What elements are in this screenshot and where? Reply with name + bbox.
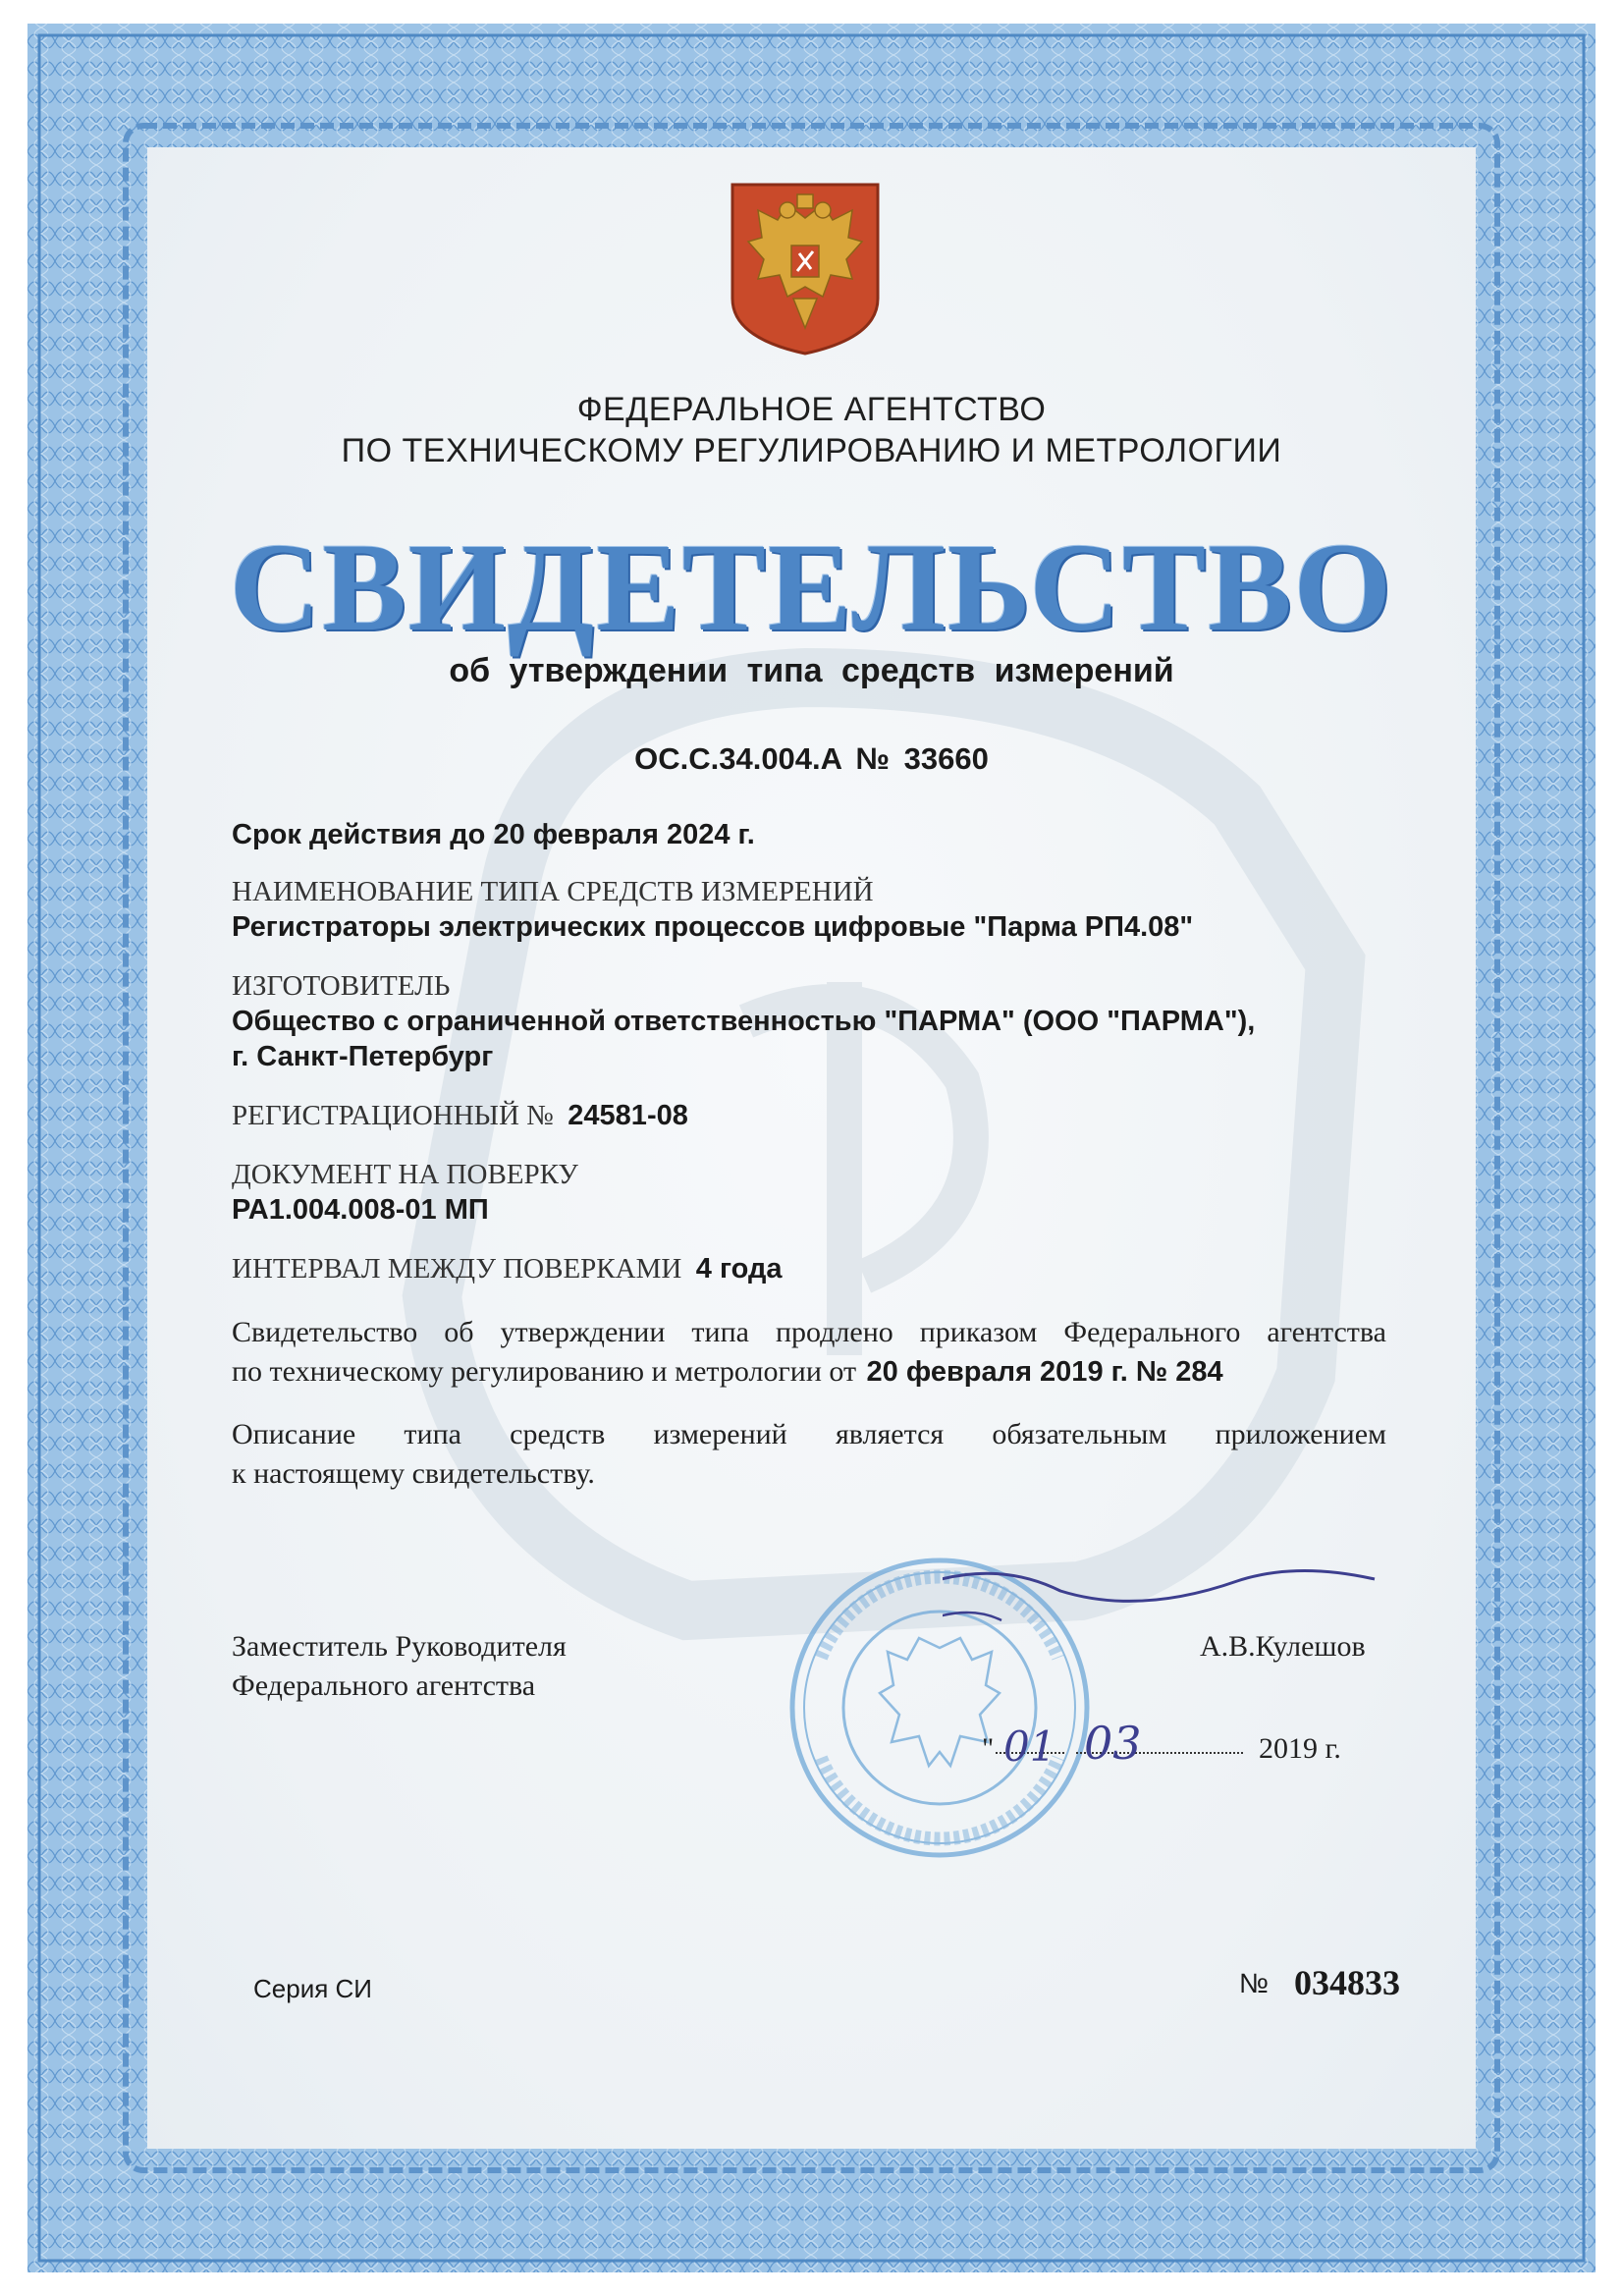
signature-date bbox=[982, 1717, 1394, 1772]
registration-value: 24581-08 bbox=[568, 1100, 688, 1131]
extension-line1: Свидетельство об утверждении типа продлено приказом Федерального агентства bbox=[232, 1316, 1386, 1348]
description-line1: Описание типа средств измерений является обязательным приложением bbox=[232, 1418, 1386, 1450]
signatory-position bbox=[232, 1630, 821, 1703]
interval-row bbox=[232, 1253, 1390, 1285]
extension-line2 bbox=[232, 1355, 1390, 1389]
document-title: СВИДЕТЕЛЬСТВО bbox=[229, 518, 1394, 657]
interval-value: 4 года bbox=[695, 1253, 783, 1285]
agency-name-line1: ФЕДЕРАЛЬНОЕ АГЕНТСТВО bbox=[576, 391, 1047, 428]
signatory-name: А.В.Кулешов bbox=[1200, 1630, 1366, 1663]
date-year: 2019 г. bbox=[1259, 1732, 1341, 1765]
signatory-position-line1: Заместитель Руководителя bbox=[232, 1630, 567, 1663]
manufacturer-value-line1: Общество с ограниченной ответственностью "ПАРМА" (ООО "ПАРМА"), bbox=[232, 1006, 1256, 1037]
coat-of-arms-icon bbox=[729, 181, 882, 357]
description-line2: к настоящему свидетельству. bbox=[232, 1457, 595, 1490]
certificate-number: OC.C.34.004.A № 33660 bbox=[634, 741, 989, 776]
date-quote: " bbox=[982, 1732, 995, 1765]
type-name-value: Регистраторы электрических процессов цифровые "Парма РП4.08" bbox=[232, 911, 1194, 943]
date-month: 03 bbox=[1084, 1717, 1142, 1770]
manufacturer-value-line2: г. Санкт-Петербург bbox=[232, 1041, 494, 1072]
interval-label: ИНТЕРВАЛ МЕЖДУ ПОВЕРКАМИ bbox=[232, 1253, 682, 1285]
document-subtitle: об утверждении типа средств измерений bbox=[449, 652, 1174, 689]
agency-name-line2: ПО ТЕХНИЧЕСКОМУ РЕГУЛИРОВАНИЮ И МЕТРОЛОГИИ bbox=[341, 432, 1282, 469]
manufacturer-label: ИЗГОТОВИТЕЛЬ bbox=[232, 970, 451, 1002]
verification-doc-value: РА1.004.008-01 МП bbox=[232, 1194, 489, 1226]
verification-doc-label: ДОКУМЕНТ НА ПОВЕРКУ bbox=[232, 1159, 578, 1190]
validity-date: Срок действия до 20 февраля 2024 г. bbox=[232, 819, 755, 850]
extension-line2-text: по техническому регулированию и метрологии от bbox=[232, 1355, 857, 1388]
extension-order: 20 февраля 2019 г. № 284 bbox=[866, 1356, 1223, 1388]
type-name-label: НАИМЕНОВАНИЕ ТИПА СРЕДСТВ ИЗМЕРЕНИЙ bbox=[232, 876, 874, 907]
blank-number: 034833 bbox=[1294, 1963, 1400, 2002]
date-day: 01 bbox=[1003, 1722, 1056, 1771]
registration-row bbox=[232, 1100, 1390, 1132]
registration-label: РЕГИСТРАЦИОННЫЙ № bbox=[232, 1100, 554, 1131]
number-symbol: № bbox=[1239, 1968, 1270, 1998]
series-label: Серия СИ bbox=[253, 1974, 372, 2003]
signatory-position-line2: Федерального агентства bbox=[232, 1669, 536, 1702]
